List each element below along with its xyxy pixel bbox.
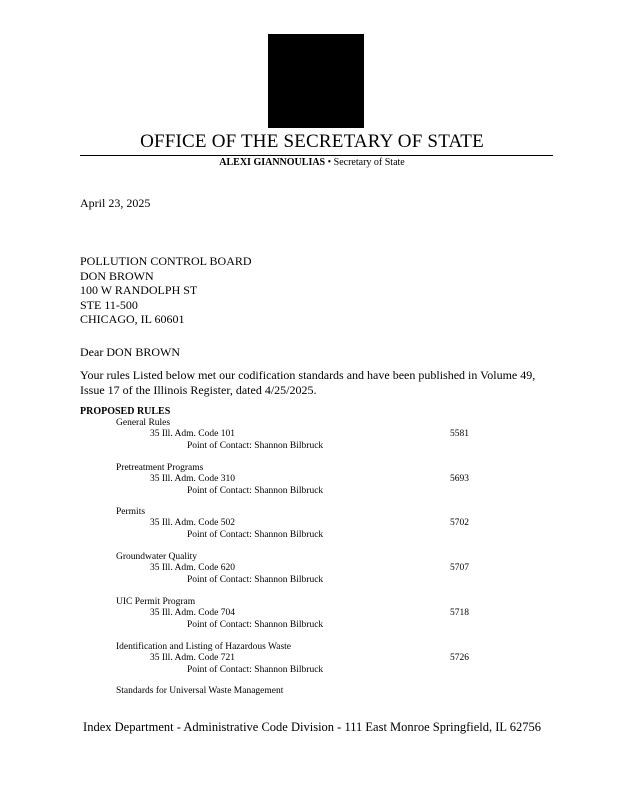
proposed-rules-heading: PROPOSED RULES [80,406,171,417]
rule-code: 35 Ill. Adm. Code 310 [150,474,235,484]
rule-code: 35 Ill. Adm. Code 101 [150,429,235,439]
rule-category: Identification and Listing of Hazardous Waste [116,642,292,652]
rule-page: 5693 [450,474,469,484]
secretary-name: ALEXI GIANNOULIAS [219,157,326,168]
rule-code: 35 Ill. Adm. Code 620 [150,563,235,573]
state-seal-logo [268,34,364,128]
secretary-bullet: • [327,157,332,168]
rule-category: Pretreatment Programs [116,463,204,473]
rule-category: Groundwater Quality [116,552,197,562]
rule-page: 5707 [450,563,469,573]
header-divider [80,155,553,156]
address-line: DON BROWN [80,269,154,283]
rule-page: 5581 [450,429,469,439]
address-line: POLLUTION CONTROL BOARD [80,254,252,268]
page-footer: Index Department - Administrative Code Division - 111 East Monroe Springfield, IL 62756 [83,720,541,734]
rule-page: 5718 [450,608,469,618]
rule-contact: Point of Contact: Shannon Bilbruck [187,441,324,451]
address-line: STE 11-500 [80,298,138,312]
rule-contact: Point of Contact: Shannon Bilbruck [187,620,324,630]
rule-category: Standards for Universal Waste Management [116,686,284,696]
salutation: Dear DON BROWN [80,345,180,359]
rule-code: 35 Ill. Adm. Code 502 [150,518,235,528]
address-line: CHICAGO, IL 60601 [80,312,185,326]
address-line: 100 W RANDOLPH ST [80,283,198,297]
secretary-line [0,157,624,168]
office-title: OFFICE OF THE SECRETARY OF STATE [140,131,484,152]
rule-category: Permits [116,507,146,517]
rule-contact: Point of Contact: Shannon Bilbruck [187,530,324,540]
rule-page: 5702 [450,518,469,528]
rule-contact: Point of Contact: Shannon Bilbruck [187,486,324,496]
rule-code: 35 Ill. Adm. Code 704 [150,608,235,618]
rule-category: UIC Permit Program [116,597,196,607]
letter-date: April 23, 2025 [80,196,151,210]
rule-contact: Point of Contact: Shannon Bilbruck [187,575,324,585]
secretary-title: Secretary of State [333,157,405,168]
rule-contact: Point of Contact: Shannon Bilbruck [187,665,324,675]
rule-page: 5726 [450,653,469,663]
rule-code: 35 Ill. Adm. Code 721 [150,653,235,663]
rule-category: General Rules [116,418,171,428]
letter-body: Your rules Listed below met our codification standards and have been published in Volume 49, Issue 17 of the Illinois Register, dated 4/25/2025. [80,368,536,397]
